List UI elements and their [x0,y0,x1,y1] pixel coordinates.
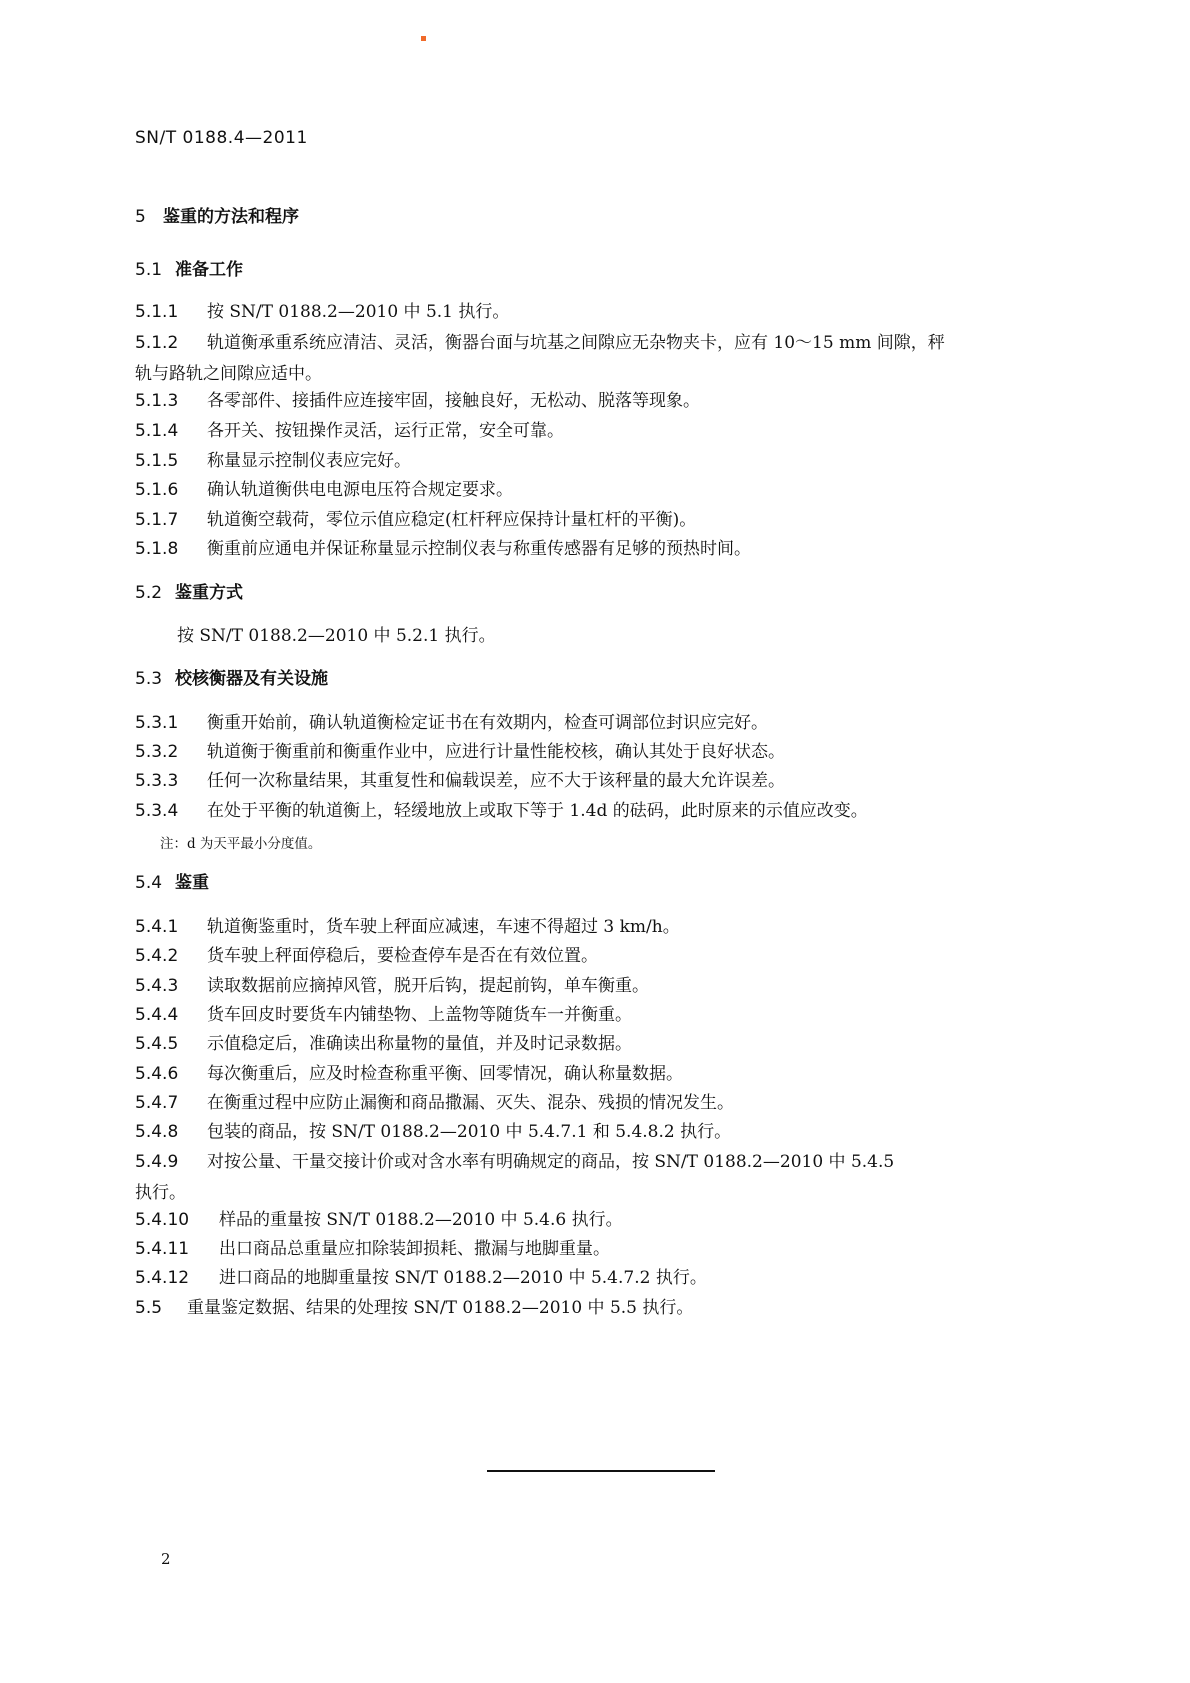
list-item [135,296,1065,328]
list-item [135,1087,1065,1119]
item-number: 5.1.7 [135,510,179,530]
section-number: 5.2 [135,583,163,603]
section-title: 校核衡器及有关设施 [175,669,328,689]
item-number: 5.4.3 [135,976,179,996]
item-text: 轨道衡空载荷，零位示值应稳定(杠杆秤应保持计量杠杆的平衡)。 [207,510,697,530]
list-item [135,385,1065,417]
item-text: 称量显示控制仪表应完好。 [207,451,411,471]
note: 注：d 为天平最小分度值。 [160,836,322,852]
item-text: 货车回皮时要货车内铺垫物、上盖物等随货车一并衡重。 [207,1005,632,1025]
item-number: 5.1.4 [135,421,179,441]
item-text: 按 SN/T 0188.2—2010 中 5.1 执行。 [207,302,510,322]
list-item [135,1233,1065,1265]
item-text: 轨道衡鉴重时，货车驶上秤面应减速，车速不得超过 3 km/h。 [207,917,680,937]
item-number: 5.4.4 [135,1005,179,1025]
section-5-2-heading [135,578,243,603]
list-item [135,504,1065,536]
item-number: 5.4.7 [135,1093,179,1113]
list-item [135,795,1065,827]
list-item [135,1204,1065,1236]
item-text: 每次衡重后，应及时检查称重平衡、回零情况，确认称量数据。 [207,1064,683,1084]
list-item [135,533,1065,565]
item-number: 5.3.3 [135,771,179,791]
item-text: 在处于平衡的轨道衡上，轻缓地放上或取下等于 1.4d 的砝码，此时原来的示值应改变。 [207,801,868,821]
item-number: 5.4.5 [135,1034,179,1054]
list-item [135,1146,1065,1178]
section-title: 鉴重方式 [175,583,243,603]
item-number: 5.4.6 [135,1064,179,1084]
section-5-5 [135,1292,1065,1324]
item-continuation: 轨与路轨之间隙应适中。 [135,364,322,384]
item-number: 5.1.2 [135,333,179,353]
list-item [135,999,1065,1031]
item-number: 5.1.5 [135,451,179,471]
list-item [135,970,1065,1002]
item-text: 样品的重量按 SN/T 0188.2—2010 中 5.4.6 执行。 [219,1210,623,1230]
item-number: 5.1.6 [135,480,179,500]
item-number: 5.4.12 [135,1268,190,1288]
section-title: 鉴重 [175,873,209,893]
item-text: 包装的商品，按 SN/T 0188.2—2010 中 5.4.7.1 和 5.4.8.2 执行。 [207,1122,732,1142]
list-item [135,911,1065,943]
item-text: 货车驶上秤面停稳后，要检查停车是否在有效位置。 [207,946,598,966]
item-text: 任何一次称量结果，其重复性和偏载误差，应不大于该秤量的最大允许误差。 [207,771,785,791]
item-text: 衡重前应通电并保证称量显示控制仪表与称重传感器有足够的预热时间。 [207,539,751,559]
list-item [135,736,1065,768]
list-item [135,327,1065,359]
item-text: 对按公量、干量交接计价或对含水率有明确规定的商品，按 SN/T 0188.2—2010 中 5.4.5 [207,1152,895,1172]
item-text: 各开关、按钮操作灵活，运行正常，安全可靠。 [207,421,564,441]
section-5-heading [135,202,299,227]
list-item [135,415,1065,447]
section-number: 5.4 [135,873,163,893]
section-text: 重量鉴定数据、结果的处理按 SN/T 0188.2—2010 中 5.5 执行。 [187,1298,694,1318]
item-text: 读取数据前应摘掉风管，脱开后钩，提起前钩，单车衡重。 [207,976,649,996]
section-number: 5 [135,207,146,227]
item-text: 确认轨道衡供电电源电压符合规定要求。 [207,480,513,500]
item-text: 在衡重过程中应防止漏衡和商品撒漏、灭失、混杂、残损的情况发生。 [207,1093,734,1113]
item-number: 5.1.1 [135,302,179,322]
section-number: 5.3 [135,669,163,689]
list-item [135,1058,1065,1090]
item-number: 5.4.11 [135,1239,190,1259]
item-number: 5.4.9 [135,1152,179,1172]
item-text: 衡重开始前，确认轨道衡检定证书在有效期内，检查可调部位封识应完好。 [207,713,768,733]
section-paragraph: 按 SN/T 0188.2—2010 中 5.2.1 执行。 [177,626,496,646]
item-number: 5.4.2 [135,946,179,966]
item-text: 各零部件、接插件应连接牢固，接触良好，无松动、脱落等现象。 [207,391,700,411]
section-5-1-heading [135,255,243,280]
list-item [135,1262,1065,1294]
section-number: 5.5 [135,1298,163,1318]
item-number: 5.1.3 [135,391,179,411]
item-text: 进口商品的地脚重量按 SN/T 0188.2—2010 中 5.4.7.2 执行。 [219,1268,707,1288]
list-item [135,940,1065,972]
section-title: 准备工作 [175,260,243,280]
item-text: 轨道衡承重系统应清洁、灵活，衡器台面与坑基之间隙应无杂物夹卡，应有 10～15 mm 间隙，秤 [207,333,945,353]
list-item [135,474,1065,506]
list-item [135,765,1065,797]
section-5-4-heading [135,868,209,893]
list-item [135,707,1065,739]
end-rule [487,1470,715,1472]
list-item [135,1028,1065,1060]
section-number: 5.1 [135,260,163,280]
page-number: 2 [161,1550,171,1568]
item-text: 轨道衡于衡重前和衡重作业中，应进行计量性能校核，确认其处于良好状态。 [207,742,785,762]
orange-marker [421,36,426,41]
item-number: 5.3.4 [135,801,179,821]
item-number: 5.4.10 [135,1210,190,1230]
document-id: SN/T 0188.4—2011 [135,128,308,148]
list-item [135,1116,1065,1148]
item-number: 5.4.1 [135,917,179,937]
item-number: 5.3.1 [135,713,179,733]
item-number: 5.1.8 [135,539,179,559]
item-number: 5.4.8 [135,1122,179,1142]
item-continuation: 执行。 [135,1183,186,1203]
section-title: 鉴重的方法和程序 [163,207,299,227]
list-item [135,445,1065,477]
item-text: 出口商品总重量应扣除装卸损耗、撒漏与地脚重量。 [219,1239,610,1259]
item-number: 5.3.2 [135,742,179,762]
item-text: 示值稳定后，准确读出称量物的量值，并及时记录数据。 [207,1034,632,1054]
section-5-3-heading [135,664,328,689]
